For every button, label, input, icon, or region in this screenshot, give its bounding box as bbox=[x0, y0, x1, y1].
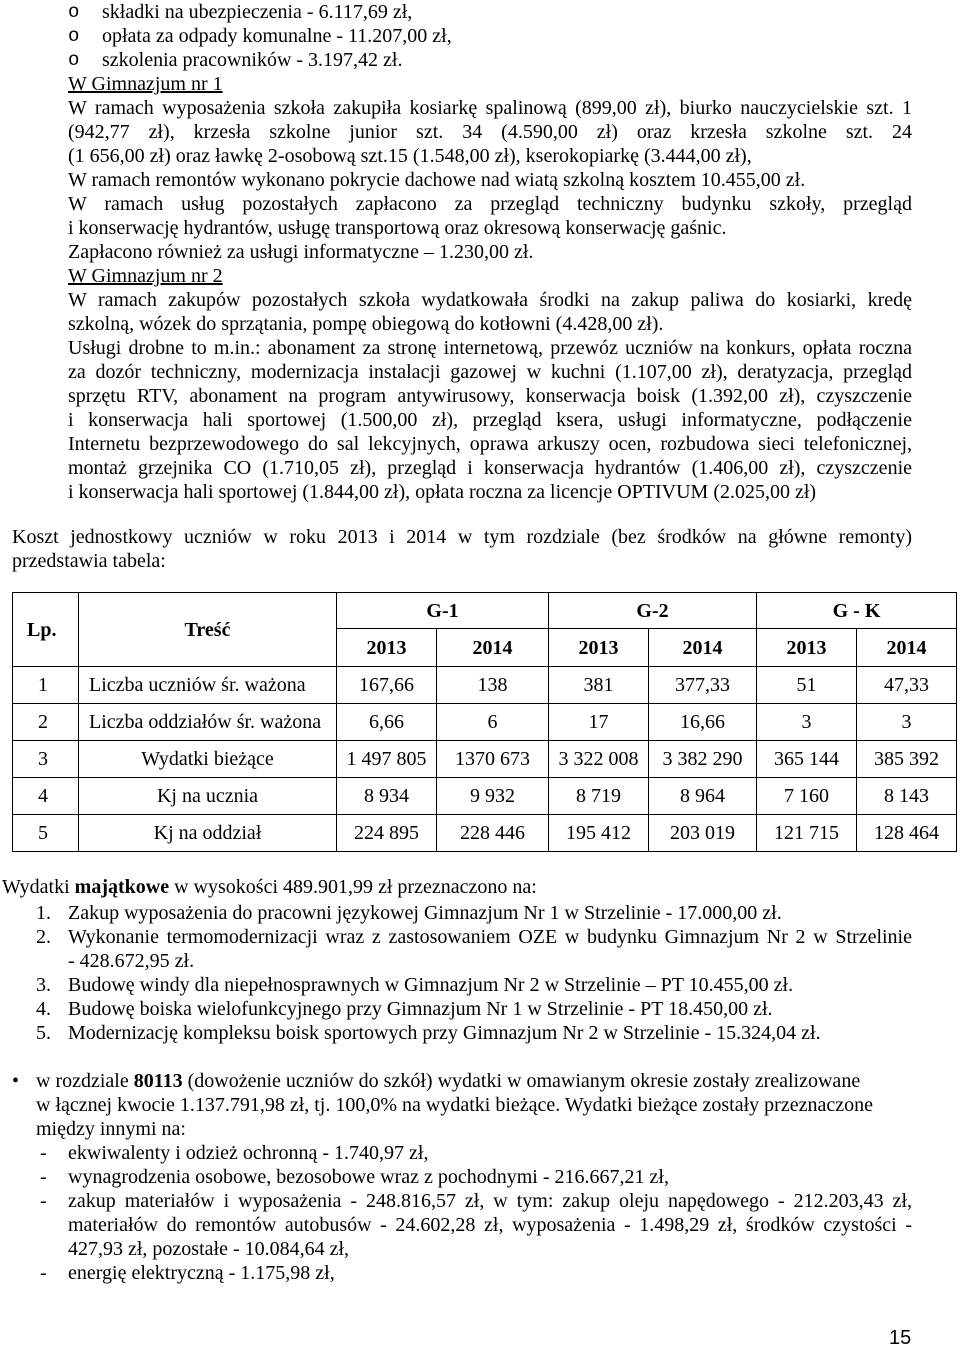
table-row bbox=[13, 778, 957, 815]
table-cell: 203 019 bbox=[649, 815, 757, 852]
table-cell: 3 382 290 bbox=[649, 741, 757, 778]
page-number: 15 bbox=[889, 1327, 912, 1349]
table-cell: 224 895 bbox=[337, 815, 437, 852]
paragraph-line: W ramach zakupów pozostałych szkoła wydatkowała środki na zakup paliwa do kosiarki, kredę bbox=[68, 289, 912, 311]
table-cell: 1 497 805 bbox=[337, 741, 437, 778]
header-tresc: Treść bbox=[79, 593, 337, 667]
table-cell: 8 143 bbox=[857, 778, 957, 815]
dash-list-item bbox=[0, 1189, 960, 1213]
paragraph-line: szkolną, wózek do sprzątania, pompę obiegową do kotłowni (4.428,00 zł). bbox=[68, 313, 664, 335]
table-cell: 6,66 bbox=[337, 704, 437, 741]
circle-bullet-icon: o bbox=[68, 49, 80, 71]
table-cell: 47,33 bbox=[857, 667, 957, 704]
list-item-text: Zakup wyposażenia do pracowni językowej Gimnazjum Nr 1 w Strzelinie - 17.000,00 zł. bbox=[68, 902, 782, 924]
header-lp: Lp. bbox=[13, 593, 79, 667]
dash-item-text: ekwiwalenty i odzież ochronną - 1.740,97 zł, bbox=[68, 1142, 429, 1164]
list-number: 3. bbox=[36, 974, 51, 996]
paragraph-line: przedstawia tabela: bbox=[12, 550, 166, 572]
dash-list-item-continuation bbox=[0, 1237, 960, 1261]
row-label: Liczba uczniów śr. ważona bbox=[79, 667, 337, 704]
capital-intro bbox=[2, 875, 912, 899]
table-cell: 9 932 bbox=[437, 778, 549, 815]
paragraph-line: W ramach usług pozostałych zapłacono za przegląd techniczny budynku szkoły, przegląd bbox=[68, 193, 912, 215]
bullet-item-text bbox=[36, 1069, 912, 1093]
dash-marker: - bbox=[40, 1166, 47, 1188]
paragraph-line: i konserwacja hali sportowej (1.844,00 zł), opłata roczna za licencje OPTIVUM (2.025,00 zł) bbox=[68, 481, 817, 503]
row-number: 3 bbox=[13, 741, 79, 778]
table-cell: 3 322 008 bbox=[549, 741, 649, 778]
list-item-text: Modernizację kompleksu boisk sportowych przy Gimnazjum Nr 2 w Strzelinie - 15.324,04 zł. bbox=[68, 1022, 821, 1044]
table-cell: 7 160 bbox=[757, 778, 857, 815]
list-number: 4. bbox=[36, 998, 51, 1020]
list-number: 1. bbox=[36, 902, 51, 924]
cost-list-item-text: składki na ubezpieczenia - 6.117,69 zł, bbox=[102, 1, 413, 23]
cost-list-item bbox=[0, 0, 960, 24]
capital-intro-bold: majątkowe bbox=[74, 876, 170, 898]
table-cell: 8 934 bbox=[337, 778, 437, 815]
section-heading-gimnazjum-2: W Gimnazjum nr 2 bbox=[68, 265, 223, 287]
paragraph-line: Koszt jednostkowy uczniów w roku 2013 i 2014 w tym rozdziale (bez środków na główne remonty) bbox=[12, 526, 912, 548]
table-cell: 17 bbox=[549, 704, 649, 741]
table-cell: 228 446 bbox=[437, 815, 549, 852]
top-section bbox=[0, 0, 960, 504]
list-item bbox=[0, 925, 960, 949]
dash-item-text: energię elektryczną - 1.175,98 zł, bbox=[68, 1262, 335, 1284]
table-cell: 167,66 bbox=[337, 667, 437, 704]
header-year: 2013 bbox=[757, 629, 857, 667]
header-year: 2014 bbox=[857, 629, 957, 667]
dash-list-item bbox=[0, 1141, 960, 1165]
bullet-text: (dowożenie uczniów do szkół) wydatki w omawianym okresie zostały zrealizowane bbox=[182, 1070, 861, 1092]
table-cell: 377,33 bbox=[649, 667, 757, 704]
dash-list-item bbox=[0, 1165, 960, 1189]
paragraph-line: W ramach wyposażenia szkoła zakupiła kosiarkę spalinową (899,00 zł), biurko nauczycielskie szt. 1 bbox=[68, 97, 912, 119]
paragraph-line: za dozór techniczny, modernizacja instalacji gazowej w kuchni (1.107,00 zł), deratyzacja, przegląd bbox=[68, 361, 912, 383]
row-label: Wydatki bieżące bbox=[79, 741, 337, 778]
table-cell: 365 144 bbox=[757, 741, 857, 778]
bullet-item bbox=[0, 1069, 960, 1093]
unit-cost-intro bbox=[12, 525, 912, 573]
list-item bbox=[0, 901, 960, 925]
dash-item-text: zakup materiałów i wyposażenia - 248.816,57 zł, w tym: zakup oleju napędowego - 212.203,43 zł, bbox=[68, 1190, 912, 1212]
table-cell: 3 bbox=[757, 704, 857, 741]
paragraph-line: (942,77 zł), krzesła szkolne junior szt. 34 (4.590,00 zł) oraz krzesła szkolne szt. 24 bbox=[68, 121, 912, 143]
paragraph-line: i konserwacja hali sportowej (1.500,00 zł), przegląd ksera, usługi informatyczne, podłączenie bbox=[68, 409, 912, 431]
capital-list bbox=[0, 901, 960, 1045]
header-year: 2013 bbox=[337, 629, 437, 667]
capital-intro-text: Wydatki bbox=[2, 876, 75, 898]
paragraph-line: Zapłacono również za usługi informatyczne – 1.230,00 zł. bbox=[68, 241, 534, 263]
table-cell: 121 715 bbox=[757, 815, 857, 852]
bullet-icon: • bbox=[12, 1070, 20, 1092]
table-header-row bbox=[13, 593, 957, 629]
list-item-text: Budowę windy dla niepełnosprawnych w Gimnazjum Nr 2 w Strzelinie – PT 10.455,00 zł. bbox=[68, 974, 794, 996]
row-number: 5 bbox=[13, 815, 79, 852]
header-group-g1: G-1 bbox=[337, 593, 549, 629]
list-item bbox=[0, 973, 960, 997]
bullet-item-continuation bbox=[0, 1093, 960, 1117]
table-cell: 51 bbox=[757, 667, 857, 704]
header-group-gk: G - K bbox=[757, 593, 957, 629]
list-item-text: - 428.672,95 zł. bbox=[68, 950, 195, 972]
dash-item-text: 427,93 zł, pozostałe - 10.084,64 zł, bbox=[68, 1238, 350, 1260]
paragraph-line: montaż grzejnika CO (1.710,05 zł), przegląd i konserwacja hydrantów (1.406,00 zł), czyszczenie bbox=[68, 457, 912, 479]
list-number: 2. bbox=[36, 926, 51, 948]
table-cell: 3 bbox=[857, 704, 957, 741]
row-number: 2 bbox=[13, 704, 79, 741]
list-item bbox=[0, 1021, 960, 1045]
bullet-text: w rozdziale bbox=[36, 1070, 134, 1092]
paragraph-line: (1 656,00 zł) oraz ławkę 2-osobową szt.15 (1.548,00 zł), kserokopiarkę (3.444,00 zł), bbox=[68, 145, 752, 167]
cost-list-item-text: opłata za odpady komunalne - 11.207,00 zł, bbox=[102, 25, 452, 47]
table-row bbox=[13, 741, 957, 778]
cost-list-item bbox=[0, 48, 960, 72]
list-item-continuation bbox=[0, 949, 960, 973]
list-item-text: Budowę boiska wielofunkcyjnego przy Gimnazjum Nr 1 w Strzelinie - PT 18.450,00 zł. bbox=[68, 998, 773, 1020]
dash-list-item-continuation bbox=[0, 1213, 960, 1237]
table-cell: 1370 673 bbox=[437, 741, 549, 778]
list-item-text: Wykonanie termomodernizacji wraz z zastosowaniem OZE w budynku Gimnazjum Nr 2 w Strzelinie bbox=[68, 926, 912, 948]
circle-bullet-icon: o bbox=[68, 1, 80, 23]
table-cell: 195 412 bbox=[549, 815, 649, 852]
paragraph-line: Usługi drobne to m.in.: abonament za stronę internetową, przewóz uczniów na konkurs, opłata roczna bbox=[68, 337, 912, 359]
paragraph-line: W ramach remontów wykonano pokrycie dachowe nad wiatą szkolną kosztem 10.455,00 zł. bbox=[68, 169, 806, 191]
dash-marker: - bbox=[40, 1190, 47, 1212]
table-cell: 8 719 bbox=[549, 778, 649, 815]
list-number: 5. bbox=[36, 1022, 51, 1044]
table-cell: 6 bbox=[437, 704, 549, 741]
table-row bbox=[13, 815, 957, 852]
unit-cost-table bbox=[12, 592, 957, 852]
dash-item-text: wynagrodzenia osobowe, bezosobowe wraz z pochodnymi - 216.667,21 zł, bbox=[68, 1166, 669, 1188]
table-row bbox=[13, 667, 957, 704]
row-label: Liczba oddziałów śr. ważona bbox=[79, 704, 337, 741]
header-year: 2014 bbox=[437, 629, 549, 667]
header-year: 2014 bbox=[649, 629, 757, 667]
cost-list-item bbox=[0, 24, 960, 48]
dash-item-text: materiałów do remontów autobusów - 24.602,28 zł, wyposażenia - 1.498,29 zł, środków czystości - bbox=[68, 1214, 912, 1236]
bullet-text: między innymi na: bbox=[36, 1118, 186, 1140]
row-number: 4 bbox=[13, 778, 79, 815]
paragraph-line: sprzętu RTV, abonament na program antywirusowy, konserwacja boisk (1.392,00 zł), czyszczenie bbox=[68, 385, 912, 407]
table-cell: 385 392 bbox=[857, 741, 957, 778]
header-year: 2013 bbox=[549, 629, 649, 667]
capital-intro-text: w wysokości 489.901,99 zł przeznaczono na: bbox=[169, 876, 537, 898]
table-cell: 128 464 bbox=[857, 815, 957, 852]
table-cell: 138 bbox=[437, 667, 549, 704]
cost-list-item-text: szkolenia pracowników - 3.197,42 zł. bbox=[102, 49, 403, 71]
transport-section bbox=[0, 1069, 960, 1285]
section-heading-gimnazjum-1: W Gimnazjum nr 1 bbox=[68, 73, 223, 95]
table-cell: 381 bbox=[549, 667, 649, 704]
header-group-g2: G-2 bbox=[549, 593, 757, 629]
circle-bullet-icon: o bbox=[68, 25, 80, 47]
dash-marker: - bbox=[40, 1262, 47, 1284]
list-item bbox=[0, 997, 960, 1021]
bullet-item-continuation bbox=[0, 1117, 960, 1141]
bullet-text: w łącznej kwocie 1.137.791,98 zł, tj. 100,0% na wydatki bieżące. Wydatki bieżące zostały przeznaczone bbox=[36, 1094, 873, 1116]
row-label: Kj na ucznia bbox=[79, 778, 337, 815]
paragraph-line: Internetu bezprzewodowego do sal lekcyjnych, oprawa arkuszy ocen, rozbudowa sieci telefonicznej, bbox=[68, 433, 912, 455]
paragraph-line: i konserwację hydrantów, usługę transportową oraz okresową konserwację gaśnic. bbox=[68, 217, 727, 239]
dash-marker: - bbox=[40, 1142, 47, 1164]
table-cell: 16,66 bbox=[649, 704, 757, 741]
row-label: Kj na oddział bbox=[79, 815, 337, 852]
table-cell: 8 964 bbox=[649, 778, 757, 815]
row-number: 1 bbox=[13, 667, 79, 704]
chapter-number: 80113 bbox=[133, 1070, 183, 1092]
table-row bbox=[13, 704, 957, 741]
dash-list-item bbox=[0, 1261, 960, 1285]
